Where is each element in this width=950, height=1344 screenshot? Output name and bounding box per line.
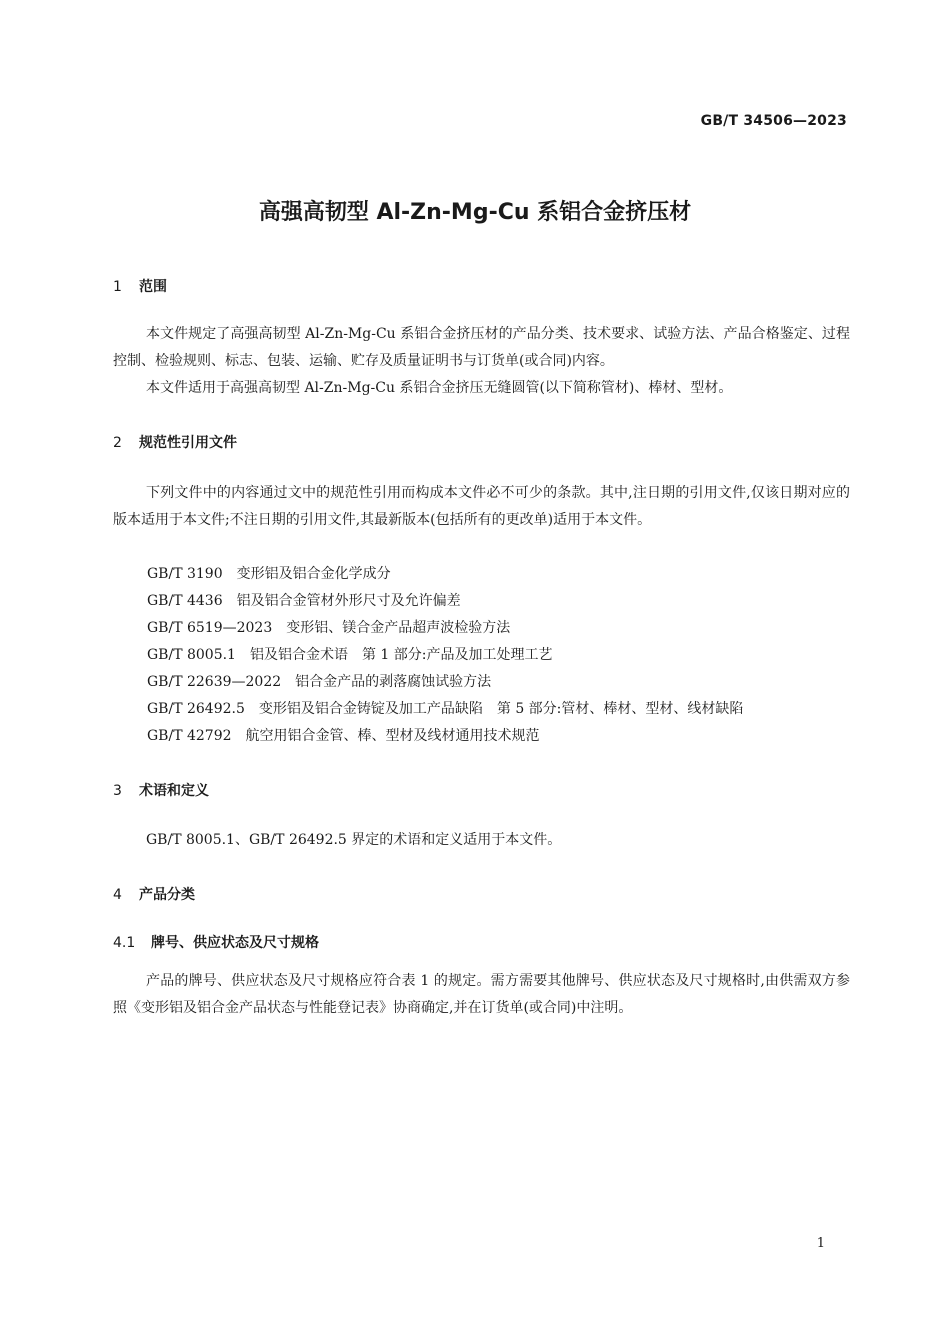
reference-code: GB/T 22639—2022 xyxy=(147,674,282,690)
section-2-heading xyxy=(113,432,237,452)
section-number: 1 xyxy=(113,279,122,295)
section-1-heading xyxy=(113,276,167,296)
paragraph: 本文件规定了高强高韧型 Al-Zn-Mg-Cu 系铝合金挤压材的产品分类、技术要求、试验方法、产品合格鉴定、过程控制、检验规则、标志、包装、运输、贮存及质量证明书与订货单(或合同)内容。 xyxy=(113,326,850,369)
reference-title: 铝及铝合金术语 第 1 部分:产品及加工处理工艺 xyxy=(249,647,553,663)
section-title: 术语和定义 xyxy=(139,783,209,799)
section-3-heading xyxy=(113,780,209,800)
reference-item xyxy=(147,615,510,642)
paragraph: 本文件适用于高强高韧型 Al-Zn-Mg-Cu 系铝合金挤压无缝圆管(以下简称管材)、棒材、型材。 xyxy=(146,380,733,396)
section-number: 3 xyxy=(113,783,122,799)
subsection-number: 4.1 xyxy=(113,935,136,951)
reference-title: 变形铝、镁合金产品超声波检验方法 xyxy=(286,620,511,636)
reference-title: 变形铝及铝合金铸锭及加工产品缺陷 第 5 部分:管材、棒材、型材、线材缺陷 xyxy=(258,701,744,717)
section-title: 规范性引用文件 xyxy=(139,435,237,451)
reference-title: 航空用铝合金管、棒、型材及线材通用技术规范 xyxy=(245,728,540,744)
section-number: 2 xyxy=(113,435,122,451)
document-title: 高强高韧型 Al-Zn-Mg-Cu 系铝合金挤压材 xyxy=(258,200,692,225)
section-4-heading xyxy=(113,884,195,904)
reference-item xyxy=(147,669,491,696)
reference-item xyxy=(147,642,553,669)
reference-code: GB/T 42792 xyxy=(147,728,232,744)
section-title: 范围 xyxy=(139,279,167,295)
standard-code: GB/T 34506—2023 xyxy=(700,113,847,129)
paragraph: 下列文件中的内容通过文中的规范性引用而构成本文件必不可少的条款。其中,注日期的引用文件,仅该日期对应的版本适用于本文件;不注日期的引用文件,其最新版本(包括所有的更改单)适用于本文件。 xyxy=(113,485,850,528)
reference-code: GB/T 26492.5 xyxy=(147,701,245,717)
reference-item xyxy=(147,696,743,723)
reference-code: GB/T 4436 xyxy=(147,593,223,609)
reference-title: 铝及铝合金管材外形尺寸及允许偏差 xyxy=(236,593,461,609)
reference-item xyxy=(147,723,540,750)
reference-title: 变形铝及铝合金化学成分 xyxy=(236,566,391,582)
subsection-title: 牌号、供应状态及尺寸规格 xyxy=(151,935,319,951)
subsection-4-1-heading xyxy=(113,932,319,952)
page-number: 1 xyxy=(816,1236,825,1251)
reference-title: 铝合金产品的剥落腐蚀试验方法 xyxy=(295,674,492,690)
section-title: 产品分类 xyxy=(139,887,195,903)
reference-item xyxy=(147,561,391,588)
paragraph: 产品的牌号、供应状态及尺寸规格应符合表 1 的规定。需方需要其他牌号、供应状态及尺寸规格时,由供需双方参照《变形铝及铝合金产品状态与性能登记表》协商确定,并在订货单(或合同)中注明。 xyxy=(113,973,850,1016)
reference-code: GB/T 3190 xyxy=(147,566,223,582)
reference-code: GB/T 6519—2023 xyxy=(147,620,273,636)
reference-item xyxy=(147,588,461,615)
paragraph: GB/T 8005.1、GB/T 26492.5 界定的术语和定义适用于本文件。 xyxy=(146,832,562,848)
section-number: 4 xyxy=(113,887,122,903)
reference-code: GB/T 8005.1 xyxy=(147,647,236,663)
